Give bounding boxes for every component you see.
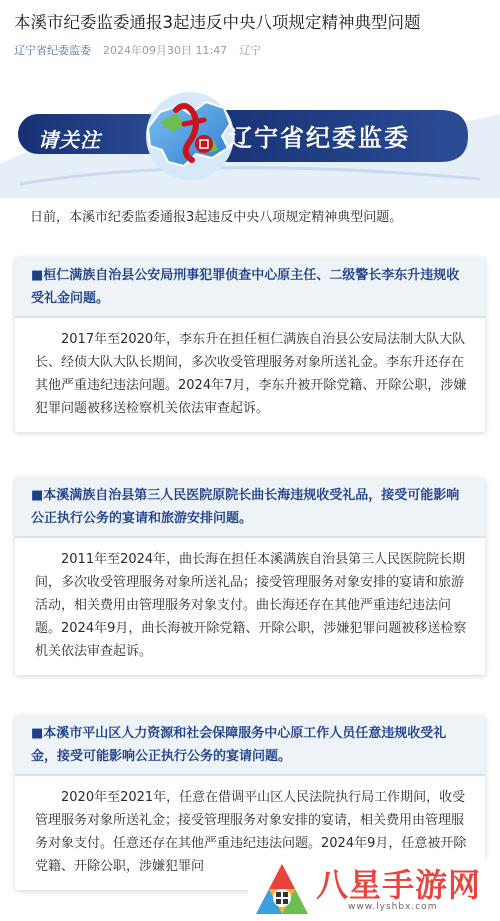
watermark-url: www.lyshbx.com bbox=[348, 902, 438, 912]
article-title: 本溪市纪委监委通报3起违反中央八项规定精神典型问题 bbox=[14, 13, 421, 32]
case-heading-block bbox=[15, 258, 485, 318]
banner-please-follow-text: 请关注 bbox=[38, 128, 101, 152]
watermark-logo-icon bbox=[252, 860, 312, 918]
intro-paragraph: 日前，本溪市纪委监委通报3起违反中央八项规定精神典型问题。 bbox=[30, 210, 403, 225]
case-heading: ■桓仁满族自治县公安局刑事犯罪侦查中心原主任、二级警长李东升违规收受礼金问题。 bbox=[31, 268, 460, 306]
case-body: 2017年至2020年，李东升在担任桓仁满族自治县公安局法制大队大队长、经侦大队大队长期间，多次收受管理服务对象所送礼金。李东升还存在其他严重违纪违法问题。2024年7月，李东升被开除党籍、开除公职，涉嫌犯罪问题被移送检察机关依法审查起诉。 bbox=[35, 332, 467, 416]
watermark-site-name: 八星手游网 bbox=[316, 866, 482, 904]
case-body: 2020年至2021年，任意在借调平山区人民法院执行局工作期间，收受管理服务对象所送礼金；接受管理服务对象安排的宴请，相关费用由管理服务对象支付。任意还存在其他严重违纪违法问题。2024年9月，任意被开除党籍、开除公职，涉嫌犯罪问 bbox=[35, 790, 467, 874]
case-heading-block bbox=[15, 478, 485, 538]
site-watermark bbox=[248, 858, 498, 920]
article-date: 2024年09月30日 11:47 bbox=[103, 44, 228, 57]
case-heading: ■本溪满族自治县第三人民医院原院长曲长海违规收受礼品，接受可能影响公正执行公务的宴请和旅游安排问题。 bbox=[31, 488, 460, 526]
case-card-2 bbox=[15, 478, 485, 675]
article-location: 辽宁 bbox=[239, 44, 262, 57]
banner-agency-name: 辽宁省纪委监委 bbox=[228, 124, 410, 152]
article-source-link[interactable]: 辽宁省纪委监委 bbox=[14, 44, 91, 57]
header-banner bbox=[0, 84, 500, 198]
case-body: 2011年至2024年，曲长海在担任本溪满族自治县第三人民医院院长期间，多次收受管理服务对象所送礼品；接受管理服务对象安排的宴请和旅游活动，相关费用由管理服务对象支付。曲长海还存在其他严重违纪违法问题。2024年9月，曲长海被开除党籍、开除公职，涉嫌犯罪问题被移送检察机关依法审查起诉。 bbox=[35, 552, 467, 659]
case-heading-block bbox=[15, 716, 485, 776]
case-heading: ■本溪市平山区人力资源和社会保障服务中心原工作人员任意违规收受礼金，接受可能影响公正执行公务的宴请问题。 bbox=[31, 726, 447, 764]
article-meta bbox=[14, 42, 261, 58]
case-card-1 bbox=[15, 258, 485, 432]
